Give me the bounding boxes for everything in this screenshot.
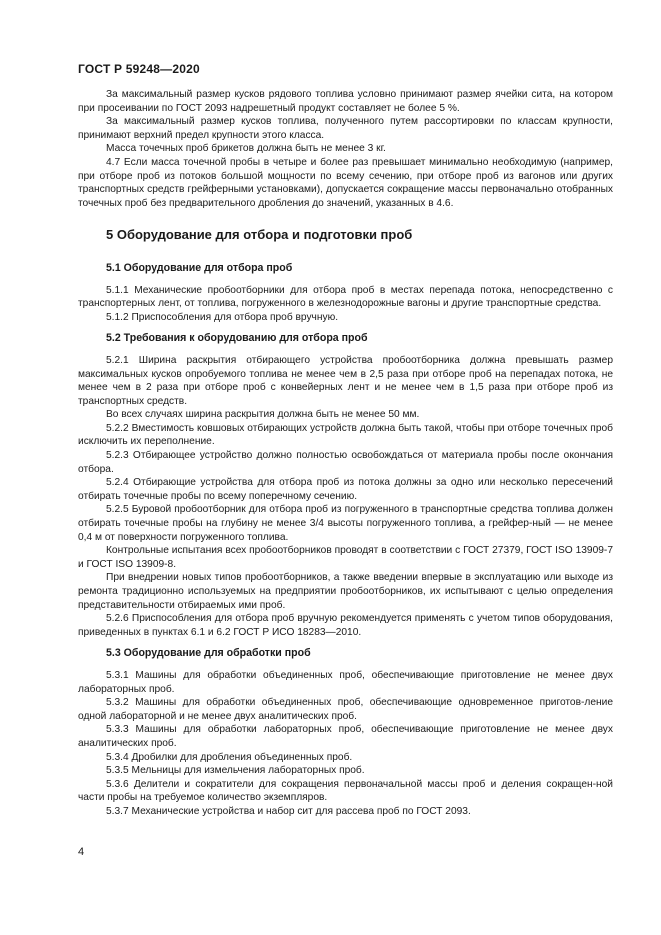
standard-header: ГОСТ Р 59248—2020: [78, 62, 200, 76]
paragraph: 5.2.4 Отбирающие устройства для отбора проб из потока должны за одно или несколько пересечений отбирать точечные пробы по всему поперечному сечению.: [78, 477, 613, 502]
paragraph: 5.3.4 Дробилки для дробления объединенных проб.: [106, 751, 353, 763]
paragraph: 5.2.6 Приспособления для отбора проб вручную рекомендуется применять с учетом типов оборудования, приведенных в пунктах 6.1 и 6.2 ГОСТ Р ИСО 18283—2010.: [78, 613, 613, 638]
section-heading: 5 Оборудование для отбора и подготовки проб: [106, 227, 413, 243]
paragraph: 5.2.5 Буровой пробоотборник для отбора проб из погруженного в транспортные средства топлива должен отбирать точечные пробы на глубину не менее 3/4 высоты погруженного топлива, а грейфер-ный — не менее 0,4 м от поверхности погруженного топлива.: [78, 504, 613, 543]
paragraph: 5.3.5 Мельницы для измельчения лабораторных проб.: [106, 765, 365, 777]
paragraph: 5.3.3 Машины для обработки лабораторных проб, обеспечивающие приготовление не менее двух аналитических проб.: [78, 724, 613, 749]
paragraph: 5.3.1 Машины для обработки объединенных проб, обеспечивающие приготовление не менее двух лабораторных проб.: [78, 669, 613, 695]
paragraph: 5.3.7 Механические устройства и набор сит для рассева проб по ГОСТ 2093.: [106, 805, 471, 817]
paragraph: При внедрении новых типов пробоотборников, а также введении впервые в эксплуатацию или выходе из ремонта традиционно используемых на предприятии пробоотборников, их испытывают с целью определения представительности отбираемых ими проб.: [78, 572, 613, 611]
document-body: [78, 88, 613, 819]
paragraph: 5.1.2 Приспособления для отбора проб вручную.: [106, 311, 339, 323]
paragraph: 5.2.2 Вместимость ковшовых отбирающих устройств должна быть такой, чтобы при отборе точечных проб исключить их переполнение.: [78, 422, 613, 448]
subsection-heading: 5.3 Оборудование для обработки проб: [106, 647, 311, 660]
paragraph: Масса точечных проб брикетов должна быть не менее 3 кг.: [106, 143, 386, 155]
paragraph: 4.7 Если масса точечной пробы в четыре и более раз превышает минимально необходимую (например, при отборе проб из потоков большой мощности по всему сечению, при отборе проб из вагонов или других транспортных средств грейферными установками), допускается сокращение массы первоначально отобранных точечных проб без предварительного дробления до значений, указанных в 4.6.: [78, 156, 613, 209]
subsection-heading: 5.1 Оборудование для отбора проб: [106, 261, 293, 274]
paragraph: За максимальный размер кусков рядового топлива условно принимают размер ячейки сита, на котором при просеивании по ГОСТ 2093 надрешетный продукт составляет не более 5 %.: [78, 89, 613, 114]
paragraph: 5.1.1 Механические пробоотборники для отбора проб в местах перепада потока, непосредственно с транспортерных лент, от топлива, погруженного в железнодорожные вагоны и другие транспортные средства.: [78, 284, 613, 310]
paragraph: 5.3.6 Делители и сократители для сокращения первоначальной массы проб и деления сокращен-ной части пробы на требуемое количество экземпляров.: [78, 778, 613, 804]
paragraph: Во всех случаях ширина раскрытия должна быть не менее 50 мм.: [106, 409, 420, 421]
paragraph: 5.3.2 Машины для обработки объединенных проб, обеспечивающие одновременное приготов-ление одной лабораторной и не менее двух аналитических проб.: [78, 697, 613, 722]
paragraph: 5.2.3 Отбирающее устройство должно полностью освобождаться от материала пробы после окончания отбора.: [78, 450, 613, 475]
subsection-heading: 5.2 Требования к оборудованию для отбора проб: [106, 332, 368, 345]
paragraph: За максимальный размер кусков топлива, полученного путем рассортировки по классам крупности, принимают верхний предел крупности этого класса.: [78, 116, 613, 141]
page-number: 4: [78, 846, 85, 858]
paragraph: 5.2.1 Ширина раскрытия отбирающего устройства пробоотборника должна превышать размер максимальных кусков опробуемого топлива не менее чем в 2,5 раза при отборе проб на перепадах потока, не менее чем в 2 раза при отборе проб с конвейерных лент и не менее чем в 1,5 раза при отборе проб из транспортных средств.: [78, 354, 613, 407]
paragraph: Контрольные испытания всех пробоотборников проводят в соответствии с ГОСТ 27379, ГОСТ ISO 13909-7 и ГОСТ ISO 13909-8.: [78, 545, 613, 570]
